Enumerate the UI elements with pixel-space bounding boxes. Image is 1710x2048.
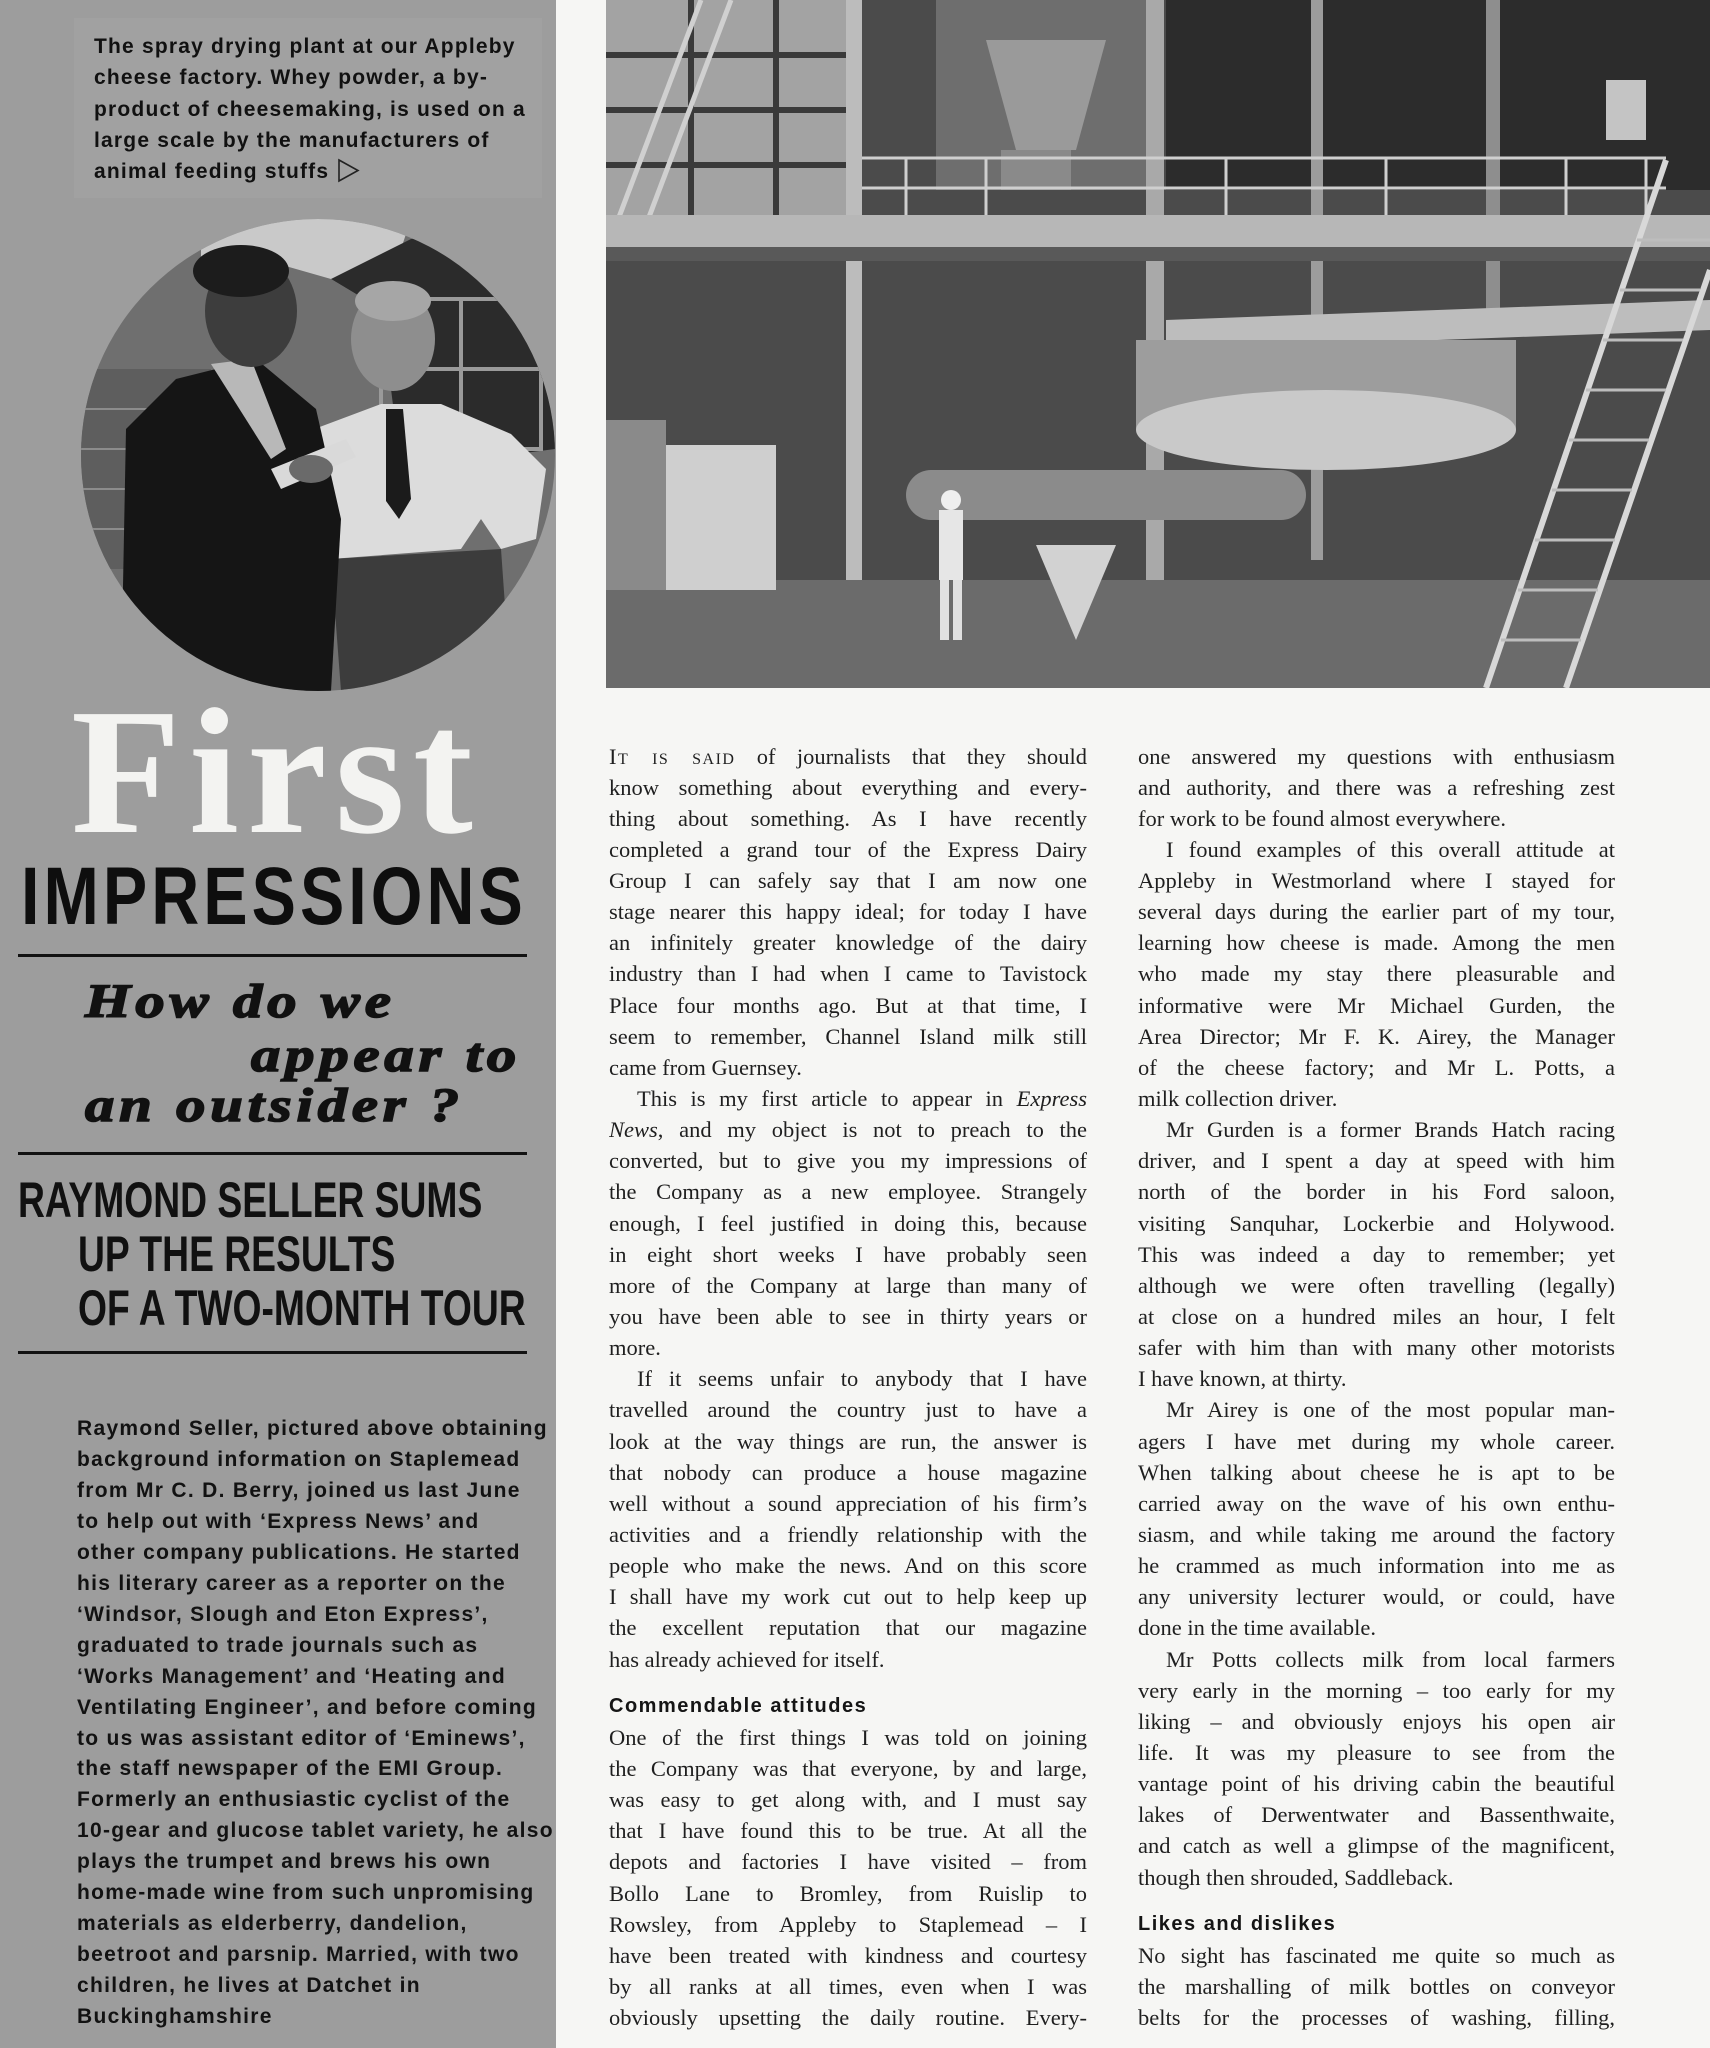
section-heading-commendable-attitudes: Commendable attitudes [609,1694,868,1717]
section-heading-likes-and-dislikes: Likes and dislikes [1138,1912,1337,1935]
bio-line: Ventilating Engineer’, and before coming [77,1695,538,1719]
text-line: vantage point of his driving cabin the beautiful [1138,1771,1615,1797]
text-line: the excellent reputation that our magazine [609,1615,1087,1641]
text-line: for work to be found almost everywhere. [1138,805,1507,831]
portrait-photo [81,219,555,691]
text-line: learning how cheese is made. Among the men [1138,930,1615,956]
text-line: stage nearer this happy ideal; for today I have [609,899,1087,925]
text-line: any university lecturer would, or could, have [1138,1584,1615,1610]
text-line: several days during the earlier part of my tour, [1138,899,1615,925]
photo-caption [94,31,526,187]
text-line: Group I can safely say that I am now one [609,868,1087,894]
text-line: thing about something. As I have recently [609,805,1087,831]
article-column-right [1138,741,1615,2034]
text-run: This is my first article to appear in [637,1086,1017,1112]
standfirst-line: OF A TWO-MONTH TOUR [78,1280,526,1336]
text-line: Rowsley, from Appleby to Staplemead – I [609,1911,1087,1937]
text-line: though then shrouded, Saddleback. [1138,1864,1454,1890]
text-line: he crammed as much information into me as [1138,1553,1615,1579]
text-line: life. It was my pleasure to see from the [1138,1740,1615,1765]
title-impressions: IMPRESSIONS [21,851,527,942]
text-line: done in the time available. [1138,1615,1377,1641]
text-line: has already achieved for itself. [609,1646,885,1672]
text-line: one answered my questions with enthusiasm [1138,743,1615,769]
article-column-left [609,741,1087,2034]
text-line: One of the first things I was told on joining [609,1724,1087,1750]
text-line: that nobody can produce a house magazine [609,1459,1087,1485]
text-line: the marshalling of milk bottles on conveyor [1138,1973,1615,1999]
text-line: agers I have met during my whole career. [1138,1428,1615,1454]
publication-title-italic: Express [1016,1086,1087,1112]
subtitle-line: appear to [251,1029,522,1082]
text-line: that I have found this to be true. At all the [609,1818,1087,1844]
text-line: If it seems unfair to anybody that I have [637,1366,1087,1392]
text-line: Mr Gurden is a former Brands Hatch racing [1166,1117,1615,1143]
text-line: very early in the morning – too early for my [1138,1677,1615,1703]
text-line: milk collection driver. [1138,1086,1338,1112]
text-line: informative were Mr Michael Gurden, the [1138,992,1615,1018]
standfirst-line: RAYMOND SELLER SUMS [18,1172,483,1228]
text-line: Place four months ago. But at that time, I [609,992,1087,1018]
text-line: industry than I had when I came to Tavistock [609,961,1087,987]
text-line: an infinitely greater knowledge of the dairy [609,930,1087,956]
text-line: more of the Company at large than many of [609,1272,1087,1298]
subtitle-line: an outsider ? [85,1079,465,1132]
text-line: safer with him than with many other motorists [1138,1335,1615,1361]
bio-line: his literary career as a reporter on the [77,1571,507,1595]
bio-line: 10-gear and glucose tablet variety, he also [77,1819,554,1843]
bio-line: to us was assistant editor of ‘Eminews’, [77,1726,526,1750]
text-line: completed a grand tour of the Express Dairy [609,836,1087,862]
divider-rule [18,954,527,957]
caption-line: animal feeding stuffs [94,160,330,183]
triangle-right-outline-icon [337,158,360,183]
divider-rule [18,1152,527,1155]
text-line: have been treated with kindness and courtesy [609,1942,1087,1968]
text-line: converted, but to give you my impressions of [609,1148,1087,1174]
text-line: in eight short weeks I have probably seen [609,1241,1087,1267]
caption-line: product of cheesemaking, is used on a [94,97,526,121]
text-line: Appleby in Westmorland where I stayed for [1138,868,1615,894]
text-line: came from Guernsey. [609,1054,802,1080]
publication-title-italic: News [609,1117,658,1143]
text-line: who made my stay there pleasurable and [1138,961,1615,987]
text-line: well without a sound appreciation of his firm’s [609,1490,1087,1516]
text-line: know something about everything and every- [609,774,1087,800]
caption-line-last [94,156,526,187]
caption-line: The spray drying plant at our Appleby [94,35,516,58]
text-line: I shall have my work cut out to help keep up [609,1584,1087,1610]
text-line: driver, and I spent a day at speed with him [1138,1148,1615,1174]
bio-line: graduated to trade journals such as [77,1633,479,1657]
text-line: the Company was that everyone, by and large, [609,1756,1087,1781]
bio-line: Formerly an enthusiastic cyclist of the [77,1788,511,1812]
text-line: and catch as well a glimpse of the magnificent, [1138,1833,1615,1859]
text-run: , and my object is not to preach to the [657,1117,1087,1143]
text-run: of journalists that they should [735,743,1087,769]
text-line: of the cheese factory; and Mr L. Potts, a [1138,1054,1615,1080]
divider-rule [18,1351,527,1354]
bio-line: plays the trumpet and brews his own [77,1850,492,1874]
text-line: lakes of Derwentwater and Bassenthwaite, [1138,1802,1615,1828]
text-line: depots and factories I have visited – from [609,1849,1087,1875]
factory-photo [606,0,1710,688]
title-first: First [71,672,481,871]
subtitle-line: How do we [85,975,396,1028]
standfirst-line: UP THE RESULTS [78,1226,396,1282]
text-line: activities and a friendly relationship with the [609,1522,1087,1548]
text-line: enough, I feel justified in doing this, because [609,1210,1087,1236]
text-line: the Company as a new employee. Strangely [609,1179,1087,1205]
text-line: although we were often travelling (legally) [1138,1272,1615,1298]
text-line [609,1114,1087,1145]
text-line: by all ranks at all times, even when I was [609,1973,1087,1999]
text-line: Area Director; Mr F. K. Airey, the Manager [1138,1023,1615,1049]
bio-line: ‘Windsor, Slough and Eton Express’, [77,1602,489,1626]
text-line: I have known, at thirty. [1138,1366,1347,1392]
bio-line: home-made wine from such unpromising [77,1881,535,1905]
text-line: When talking about cheese he is apt to be [1138,1459,1615,1485]
text-line [609,741,1087,772]
author-bio [77,1414,554,2033]
text-line: and authority, and there was a refreshing zest [1138,774,1615,800]
text-line: visiting Sanquhar, Lockerbie and Holywood. [1138,1210,1615,1236]
caption-line: cheese factory. Whey powder, a by- [94,66,489,90]
text-line: carried away on the wave of his own enthu- [1138,1490,1615,1516]
text-line: This was indeed a day to remember; yet [1138,1241,1615,1267]
bio-line: from Mr C. D. Berry, joined us last June [77,1478,521,1502]
text-line: No sight has fascinated me quite so much as [1138,1942,1615,1968]
bio-line: materials as elderberry, dandelion, [77,1912,468,1936]
text-line: at close on a hundred miles an hour, I felt [1138,1304,1615,1330]
text-line: more. [609,1335,661,1361]
text-line: travelled around the country just to have a [609,1397,1087,1423]
bio-line: Buckinghamshire [77,2005,273,2029]
bio-line: ‘Works Management’ and ‘Heating and [77,1664,507,1688]
bio-line: background information on Staplemead [77,1447,521,1471]
bio-line: other company publications. He started [77,1540,521,1564]
text-line: look at the way things are run, the answer is [609,1428,1087,1454]
text-line: liking – and obviously enjoys his open air [1138,1708,1615,1734]
text-line: siasm, and while taking me around the factory [1138,1522,1615,1548]
bio-line: beetroot and parsnip. Married, with two [77,1943,520,1967]
bio-line: the staff newspaper of the EMI Group. [77,1757,504,1781]
text-line [609,1083,1087,1114]
bio-line: to help out with ‘Express News’ and [77,1509,480,1533]
text-line: was easy to get along with, and I must say [609,1787,1087,1813]
bio-line: children, he lives at Datchet in [77,1974,421,1998]
text-line: obviously upsetting the daily routine. Every- [609,2005,1087,2031]
text-line: Mr Airey is one of the most popular man- [1166,1397,1615,1423]
caption-line: large scale by the manufacturers of [94,128,490,152]
text-line: I found examples of this overall attitude at [1166,836,1615,862]
text-line: belts for the processes of washing, filling, [1138,2005,1615,2031]
text-line: people who make the news. And on this score [609,1553,1087,1579]
sidebar-panel [0,0,556,2048]
lead-in-smallcaps: It is said [609,743,736,769]
text-line: you have been able to see in thirty years or [609,1304,1087,1330]
bio-line: Raymond Seller, pictured above obtaining [77,1417,548,1440]
text-line: Mr Potts collects milk from local farmers [1166,1646,1615,1672]
text-line: north of the border in his Ford saloon, [1138,1179,1615,1205]
text-line: Bollo Lane to Bromley, from Ruislip to [609,1880,1087,1906]
text-line: seem to remember, Channel Island milk still [609,1023,1087,1049]
